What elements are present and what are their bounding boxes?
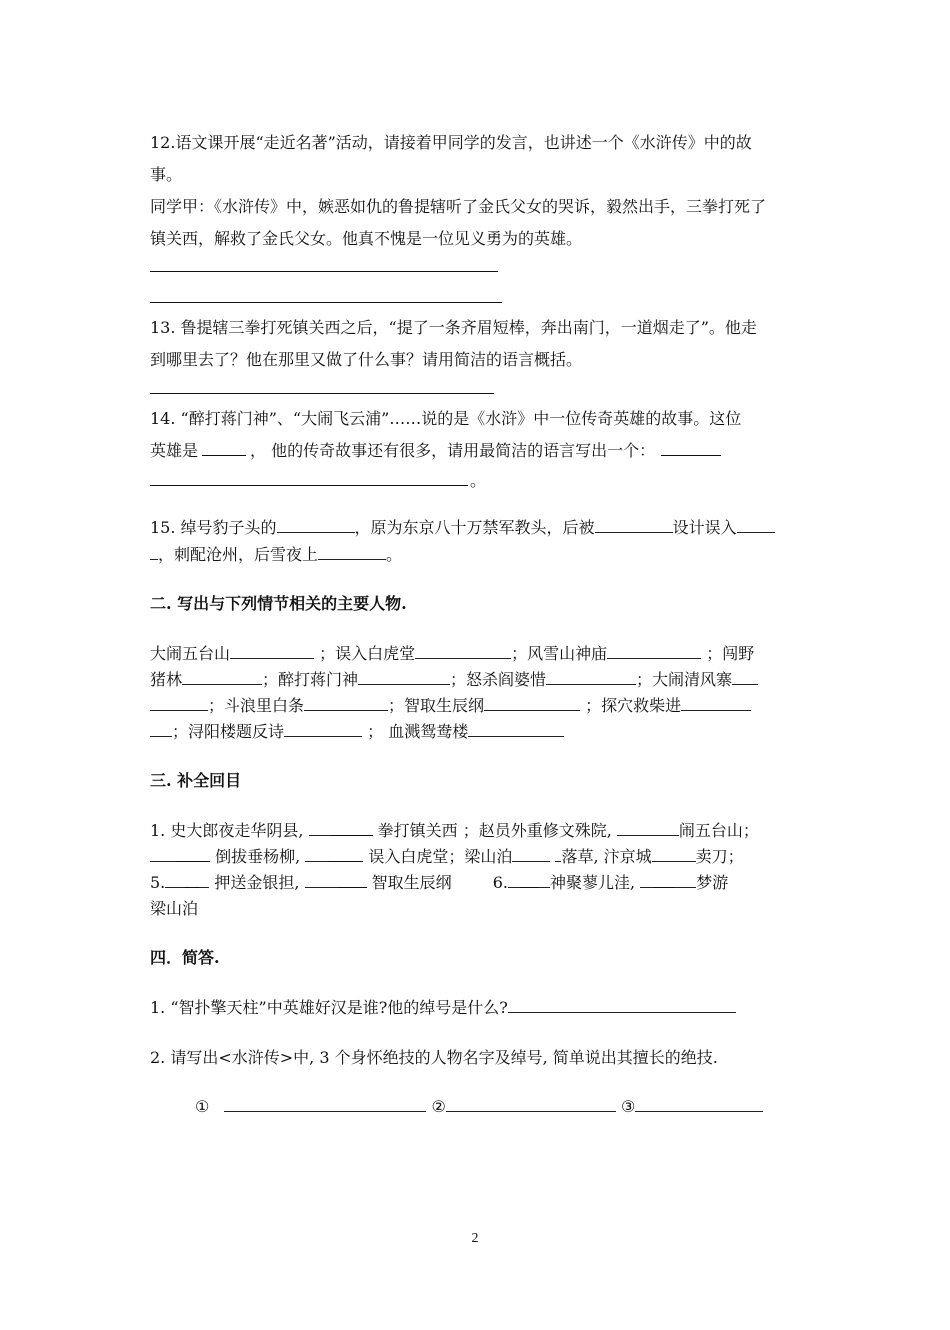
blank <box>331 821 373 836</box>
chapter-text: 梦游 <box>696 873 729 892</box>
chapter-text: 误入白虎堂；梁山泊 <box>368 847 513 866</box>
section4-q1-text: 1. “智扑擎天柱”中英雄好汉是谁?他的绰号是什么? <box>150 998 508 1017</box>
blank <box>607 644 701 659</box>
answer-blank-3 <box>635 1097 763 1112</box>
blank <box>329 847 363 862</box>
blank <box>520 873 538 888</box>
q14-text-line1: 14. “醉打蒋门神”、“大闹飞云浦”……说的是《水浒》中一位传奇英雄的故事。这位 <box>150 409 742 428</box>
plot-8: ；斗浪里白条 <box>208 696 305 715</box>
q15-blank-4 <box>318 545 386 560</box>
q14-answer-line <box>150 485 468 486</box>
section3-title: 三. 补全回目 <box>150 771 242 790</box>
section3-row1 <box>150 821 759 841</box>
circle-3: ③ <box>620 1097 636 1116</box>
q12-text-line1: 12.语文课开展“走近名著”活动，请接着甲同学的发言，也讲述一个《水浒传》中的故 <box>150 133 752 152</box>
chapter-text: 神聚蓼儿洼, <box>550 873 636 892</box>
answer-blank-2 <box>446 1097 616 1112</box>
blank <box>358 670 450 685</box>
q12-text-line2: 事。 <box>150 165 183 184</box>
q12-answer-line-1 <box>150 271 498 272</box>
section2-row4 <box>150 722 564 742</box>
section3-row4: 梁山泊 <box>150 899 199 918</box>
blank <box>185 873 199 888</box>
blank <box>284 722 362 737</box>
blank <box>305 873 339 888</box>
plot-1: 大闹五台山 <box>150 644 231 663</box>
chapter-text: 1. 史大郎夜走华阴县, <box>150 821 304 840</box>
q15-line1 <box>150 518 775 538</box>
circle-1: ① <box>195 1097 210 1116</box>
chapter-text: 拳打镇关西 ；赵员外重修文殊院, <box>377 821 612 840</box>
blank <box>538 873 550 888</box>
chapter-text: 押送金银担, <box>214 873 300 892</box>
blank <box>165 873 185 888</box>
blank <box>305 847 329 862</box>
section2-row1 <box>150 644 754 664</box>
q12-answer-line-2 <box>150 302 502 303</box>
q15-text-e: 。 <box>386 545 403 564</box>
plot-6: ；怒杀阎婆惜 <box>450 670 547 689</box>
section2-row2 <box>150 670 758 690</box>
q13-text-line2: 到哪里去了？他在那里又做了什么事？请用简洁的语言概括。 <box>150 350 583 369</box>
blank <box>468 722 564 737</box>
blank <box>150 696 208 711</box>
section4-title: 四．简答. <box>150 948 220 967</box>
blank <box>512 847 550 862</box>
blank <box>309 821 331 836</box>
blank <box>674 873 696 888</box>
page-number: 2 <box>471 1231 479 1246</box>
q14-text-line2 <box>150 441 721 461</box>
blank <box>652 847 696 862</box>
blank <box>546 670 636 685</box>
blank <box>150 722 172 737</box>
q13-answer-line <box>150 393 494 394</box>
plot-9: ；智取生辰纲 <box>388 696 485 715</box>
q15-blank-1 <box>277 518 355 533</box>
section2-row3 <box>150 696 751 716</box>
circle-2: ② <box>431 1097 446 1116</box>
section2-title: 二. 写出与下列情节相关的主要人物. <box>150 594 407 613</box>
plot-7: ；大闹清风寨 <box>636 670 733 689</box>
q15-blank-2 <box>595 518 673 533</box>
q15-blank-3-cont <box>150 545 158 560</box>
plot-11: ；浔阳楼题反诗 <box>172 722 285 741</box>
chapter-text: 6. <box>492 873 509 892</box>
q15-text-a: 15. 绰号豹子头的 <box>150 518 277 537</box>
plot-12: ； 血溅鸳鸯楼 <box>367 722 469 741</box>
chapter-text: 智取生辰纲 <box>371 873 452 892</box>
section4-q2: 2. 请写出<水浒传>中, 3 个身怀绝技的人物名字及绰号, 简单说出其擅长的绝技. <box>150 1048 718 1067</box>
q13-text-line1: 13. 鲁提辖三拳打死镇关西之后，“提了一条齐眉短棒，奔出南门，一道烟走了”。他走 <box>150 318 757 337</box>
blank <box>176 847 210 862</box>
q12-text-line4: 镇关西，解救了金氏父女。他真不愧是一位见义勇为的英雄。 <box>150 229 583 248</box>
blank <box>230 644 314 659</box>
blank <box>182 670 262 685</box>
section4-q1-blank <box>508 998 736 1013</box>
q15-blank-3 <box>737 518 775 533</box>
q14-blank-story <box>661 441 721 456</box>
blank <box>617 821 679 836</box>
q15-text-d: ，刺配沧州，后雪夜上 <box>158 545 319 564</box>
q14-text-a: 英雄是 <box>150 441 199 460</box>
q15-line2 <box>150 545 402 565</box>
q14-blank-hero <box>202 441 246 456</box>
chapter-text: 卖刀； <box>695 847 744 866</box>
blank <box>150 847 176 862</box>
chapter-text: 落草, 汴京城 <box>561 847 652 866</box>
section3-row2 <box>150 847 744 867</box>
answer-blank-1 <box>224 1097 426 1112</box>
blank <box>508 873 520 888</box>
q12-text-line3: 同学甲：《水浒传》中，嫉恶如仇的鲁提辖听了金氏父女的哭诉，毅然出手，三拳打死了 <box>150 197 767 216</box>
section3-row3 <box>150 873 728 893</box>
blank <box>681 696 751 711</box>
plot-4a: ；闯野 <box>706 644 755 663</box>
blank <box>732 670 758 685</box>
plot-5: ；醉打蒋门神 <box>262 670 359 689</box>
q14-end-mark: 。 <box>470 471 487 490</box>
section4-q1 <box>150 998 736 1018</box>
plot-10: ；探穴救柴进 <box>585 696 682 715</box>
chapter-text: 5. <box>150 873 166 892</box>
blank <box>654 873 674 888</box>
q14-text-b: ， 他的传奇故事还有很多，请用最简洁的语言写出一个： <box>250 441 656 460</box>
chapter-text: 倒拔垂杨柳, <box>215 847 301 866</box>
section4-answers <box>195 1097 763 1117</box>
blank <box>415 644 511 659</box>
blank <box>484 696 580 711</box>
q15-text-c: 设计误入 <box>672 518 737 537</box>
plot-2: ；误入白虎堂 <box>319 644 416 663</box>
plot-3: ；风雪山神庙 <box>511 644 608 663</box>
blank <box>640 873 654 888</box>
plot-4b: 猪林 <box>150 670 183 689</box>
blank <box>304 696 388 711</box>
chapter-text: 闹五台山； <box>678 821 759 840</box>
blank <box>199 873 209 888</box>
q15-text-b: ，原为东京八十万禁军教头，后被 <box>354 518 595 537</box>
blank <box>339 873 367 888</box>
